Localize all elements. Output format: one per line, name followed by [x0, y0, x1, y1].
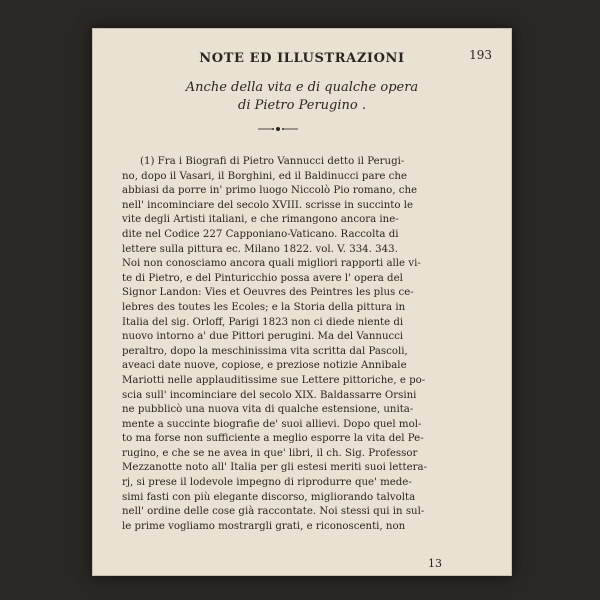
text-line: Mariotti nelle applauditissime sue Lettere pittoriche, e po- [122, 374, 426, 386]
text-line: Signor Landon: Vies et Oeuvres des Peintres les plus ce- [122, 287, 414, 299]
text-line: scia sull' incominciare del secolo XIX. Baldassarre Orsini [122, 389, 417, 401]
text-line: dite nel Codice 227 Capponiano-Vaticano. Raccolta di [122, 228, 399, 240]
text-line: nell' incominciare del secolo XVIII. scrisse in succinto le [122, 199, 414, 211]
text-line: lebres des toutes les Ecoles; e la Storia della pittura in [122, 301, 406, 313]
text-line: to ma forse non sufficiente a meglio esporre la vita del Pe- [122, 433, 424, 445]
page-number: 193 [469, 48, 492, 62]
text-line: Mezzanotte noto all' Italia per gli estesi meriti suoi lettera- [122, 462, 427, 474]
text-line: (1) Fra i Biografi di Pietro Vannucci detto il Perugi- [140, 156, 405, 167]
text-line: Noi non conosciamo ancora quali migliori rapporti alle vi- [122, 258, 421, 270]
text-line: rj, si prese il lodevole impegno di riprodurre que' mede- [122, 477, 412, 489]
subtitle-line: Anche della vita e di qualche opera [185, 80, 419, 95]
text-line: aveaci date nuove, copiose, e preziose notizie Annibale [122, 360, 407, 372]
text-line: vite degli Artisti italiani, e che rimangono ancora ine- [122, 214, 399, 226]
text-line: le prime vogliamo mostrargli grati, e riconoscenti, non [122, 520, 406, 532]
footnote-text [122, 155, 479, 534]
text-line: te di Pietro, e del Pinturicchio possa avere l' opera del [122, 272, 403, 284]
decorative-flourish-icon [256, 124, 300, 134]
text-line: lettere sulla pittura ec. Milano 1822. vol. V. 334. 343. [122, 243, 398, 255]
book-page [92, 28, 512, 576]
section-title: NOTE ED ILLUSTRAZIONI [199, 51, 405, 66]
text-line: mente a succinte biografie de' suoi allievi. Dopo quel mol- [122, 418, 422, 430]
text-line: simi fasti con più elegante discorso, migliorando talvolta [122, 491, 416, 503]
text-line: ne pubblicò una nuova vita di qualche estensione, unita- [122, 404, 414, 416]
text-line: rugino, e che se ne avea in que' libri, il ch. Sig. Professor [122, 447, 418, 459]
printer-signature-mark: 13 [428, 557, 442, 570]
text-line: nuovo intorno a' due Pittori perugini. Ma del Vannucci [122, 331, 404, 343]
text-line: abbiasi da porre in' primo luogo Niccolò Pio romano, che [122, 185, 418, 197]
chapter-subtitle [92, 79, 512, 115]
subtitle-line: di Pietro Perugino . [238, 98, 366, 113]
text-line: no, dopo il Vasari, il Borghini, ed il Baldinucci pare che [122, 170, 407, 182]
text-line: nell' ordine delle cose già raccontate. Noi stessi qui in sul- [122, 506, 425, 518]
text-line: Italia del sig. Orloff, Parigi 1823 non ci diede niente di [122, 316, 404, 328]
text-line: peraltro, dopo la meschinissima vita scritta dal Pascoli, [122, 345, 408, 357]
